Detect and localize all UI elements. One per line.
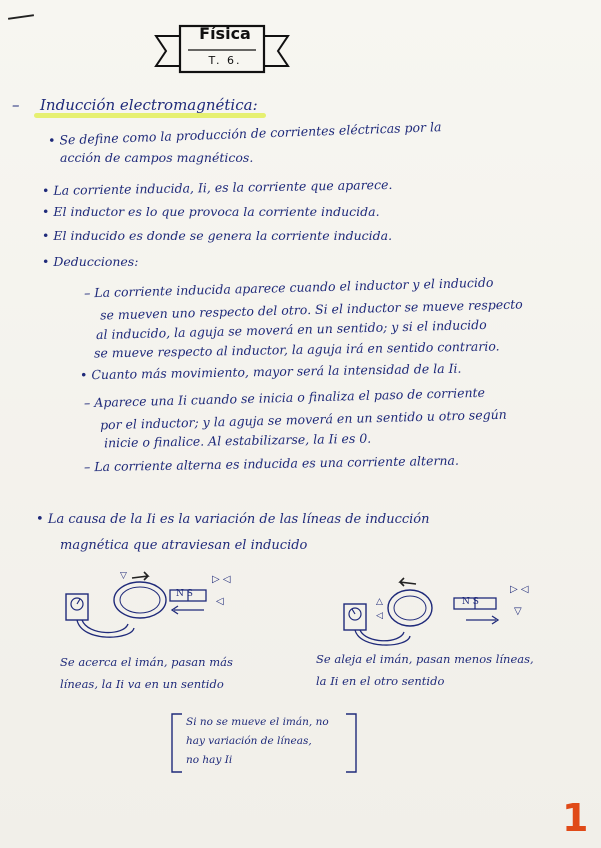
right-caption-line-2: la Ii en el otro sentido [316, 674, 445, 688]
bullet-text: • Deducciones: [42, 254, 139, 269]
svg-text:▷ ◁: ▷ ◁ [510, 584, 529, 595]
cause-line-1: La causa de la Ii es la variación de las líneas de inducción [47, 512, 430, 527]
left-magnet-label: N S [176, 589, 193, 599]
right-magnet-label: N S [462, 597, 479, 607]
left-induction-diagram [62, 568, 252, 657]
deduction-line-2: se mueven uno respecto del otro. Si el inductor se mueve respecto [99, 296, 523, 323]
svg-text:▽: ▽ [120, 571, 127, 581]
unit-label: T. 6. [208, 54, 242, 67]
right-diagram-drawing [338, 578, 538, 658]
note-line-2: hay variación de líneas, [186, 735, 312, 747]
bullet-text: • El inductor es lo que provoca la corriente inducida. [42, 204, 380, 219]
bullet-line-1: Se define como la producción de corrientes eléctricas por la [59, 119, 442, 148]
svg-text:△: △ [376, 597, 383, 607]
bullet-line-3: La corriente inducida, Ii, es la corriente que aparece. [53, 176, 393, 198]
deduction-line-7: por el inductor; y la aguja se moverá en un sentido u otro según [99, 406, 507, 433]
cause-line-2: magnética que atraviesan el inducido [60, 538, 308, 553]
svg-text:◁: ◁ [216, 596, 224, 607]
svg-text:▽: ▽ [514, 606, 522, 617]
deduction-item: – Aparece una Ii cuando se inicia o finaliza el paso de corriente [83, 384, 486, 411]
bullet-line-5: El inducido es donde se genera la corriente inducida. [53, 228, 393, 243]
deduction-line-5: Cuanto más movimiento, mayor será la intensidad de la Ii. [91, 360, 462, 383]
right-induction-diagram [338, 578, 538, 662]
deduction-item: – La corriente alterna es inducida es una corriente alterna. [83, 452, 459, 475]
bullet-line-2: acción de campos magnéticos. [60, 150, 254, 165]
subject-title: Física [199, 24, 251, 43]
bullet-text: • La corriente inducida, Ii, es la corriente que aparece. [41, 176, 393, 199]
deduction-line-3: al inducido, la aguja se moverá en un sentido; y si el inducido [95, 316, 487, 343]
deduction-item: • Cuanto más movimiento, mayor será la intensidad de la Ii. [79, 360, 462, 383]
section-heading: Inducción electromagnética: [40, 96, 258, 114]
note-line-3: no hay Ii [186, 754, 233, 766]
bullet-text: • Se define como la producción de corrientes eléctricas por la [47, 119, 442, 148]
deduction-item: – La corriente inducida aparece cuando el inductor y el inducido [83, 274, 494, 301]
bullet-line-4: El inductor es lo que provoca la corriente inducida. [53, 204, 380, 219]
bullet-line-6: Deducciones: [53, 254, 139, 269]
deduction-line-1: La corriente inducida aparece cuando el inductor y el inducido [94, 274, 494, 301]
deduction-line-6: Aparece una Ii cuando se inicia o finaliza el paso de corriente [94, 384, 486, 410]
right-caption-line-1: Se aleja el imán, pasan menos líneas, [316, 652, 534, 666]
cause-item: • La causa de la Ii es la variación de las líneas de inducción [36, 512, 430, 527]
bullet-text: • El inducido es donde se genera la corriente inducida. [42, 228, 393, 243]
heading-dash: – [12, 96, 20, 114]
left-caption-line-2: líneas, la Ii va en un sentido [60, 677, 224, 691]
deduction-line-8: inicie o finalice. Al estabilizarse, la Ii es 0. [103, 430, 372, 451]
page-number: 1 [562, 796, 589, 840]
svg-text:▷ ◁: ▷ ◁ [212, 574, 231, 585]
deduction-line-9: La corriente alterna es inducida es una corriente alterna. [94, 452, 459, 475]
left-diagram-drawing [62, 568, 252, 653]
corner-mark [8, 14, 34, 20]
deduction-line-4: se mueve respecto al inductor, la aguja irá en sentido contrario. [93, 338, 500, 361]
left-caption-line-1: Se acerca el imán, pasan más [60, 655, 233, 669]
note-line-1: Si no se mueve el imán, no [186, 716, 329, 728]
svg-text:◁: ◁ [376, 611, 383, 621]
